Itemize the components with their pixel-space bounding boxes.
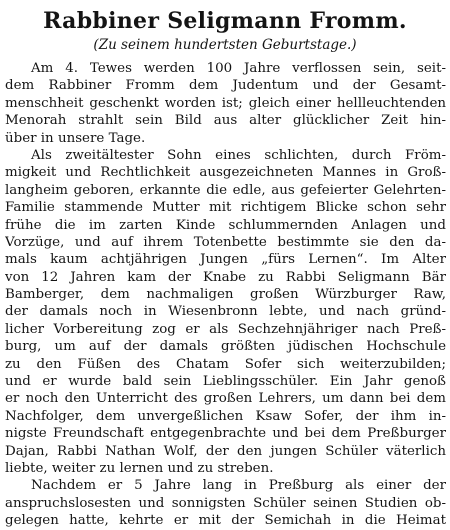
body-line: und er wurde bald sein Lieblingsschüler. Ein Jahr genoß <box>5 374 446 390</box>
body-line: Nachdem er 5 Jahre lang in Preßburg als einer der <box>31 478 446 494</box>
body-line: menschheit geschenkt worden ist; gleich einer hellleuchtenden <box>5 95 446 111</box>
body-line: anspruchslosesten und sonnigsten Schüler seinen Studien ob- <box>5 495 446 511</box>
body-line: frühe die im zarten Kinde schlummernden Anlagen und <box>5 217 446 233</box>
body-line: er noch den Unterricht des großen Lehrers, um dann bei dem <box>5 391 446 407</box>
body-line: Bamberger, dem nachmaligen großen Würzburger Raw, <box>5 287 446 303</box>
body-line: zu den Füßen des Chatam Sofer sich weiterzubilden; <box>5 356 446 372</box>
body-line: licher Vorbereitung zog er als Sechzehnjähriger nach Preß- <box>5 321 446 337</box>
body-line: langheim geboren, erkannte die edle, aus gefeierter Gelehrten- <box>5 182 446 198</box>
body-line: von 12 Jahren kam der Knabe zu Rabbi Seligmann Bär <box>5 269 446 285</box>
body-line: Menorah strahlt sein Bild aus alter glücklicher Zeit hin- <box>5 113 446 129</box>
body-line: der damals noch in Wiesenbronn lebte, und nach gründ- <box>5 304 446 320</box>
body-line: Dajan, Rabbi Nathan Wolf, der den jungen Schüler väterlich <box>5 443 446 459</box>
body-line: nigste Freundschaft entgegenbrachte und bei dem Preßburger <box>5 426 446 442</box>
article-title: Rabbiner Seligmann Fromm. <box>43 8 407 34</box>
body-line: mals kaum achtjährigen Jungen „fürs Lernen“. Im Alter <box>5 252 446 268</box>
body-line: burg, um auf der damals größten jüdischen Hochschule <box>5 339 446 355</box>
article-subtitle: (Zu seinem hundertsten Geburtstage.) <box>93 37 357 53</box>
body-line: Vorzüge, und auf ihrem Totenbette bestimmte sie den da- <box>5 234 446 250</box>
body-line: liebte, weiter zu lernen und zu streben. <box>5 460 274 476</box>
body-line: Familie stammende Mutter mit richtigem Blicke schon sehr <box>5 200 446 216</box>
body-line: Am 4. Tewes werden 100 Jahre verflossen sein, seit- <box>31 61 446 76</box>
body-line: über in unsere Tage. <box>5 130 146 146</box>
body-line: dem Rabbiner Fromm dem Judentum und der Gesamt- <box>5 78 446 94</box>
body-line: Als zweitältester Sohn eines schlichten, durch Fröm- <box>31 147 446 163</box>
body-line: migkeit und Rechtlichkeit ausgezeichneten Mannes in Groß- <box>5 165 446 181</box>
body-line: Nachfolger, dem unvergeßlichen Ksaw Sofer, der ihm in- <box>5 408 446 424</box>
body-line: gelegen hatte, kehrte er mit der Semichah in die Heimat <box>5 513 446 529</box>
article-body <box>5 60 446 530</box>
